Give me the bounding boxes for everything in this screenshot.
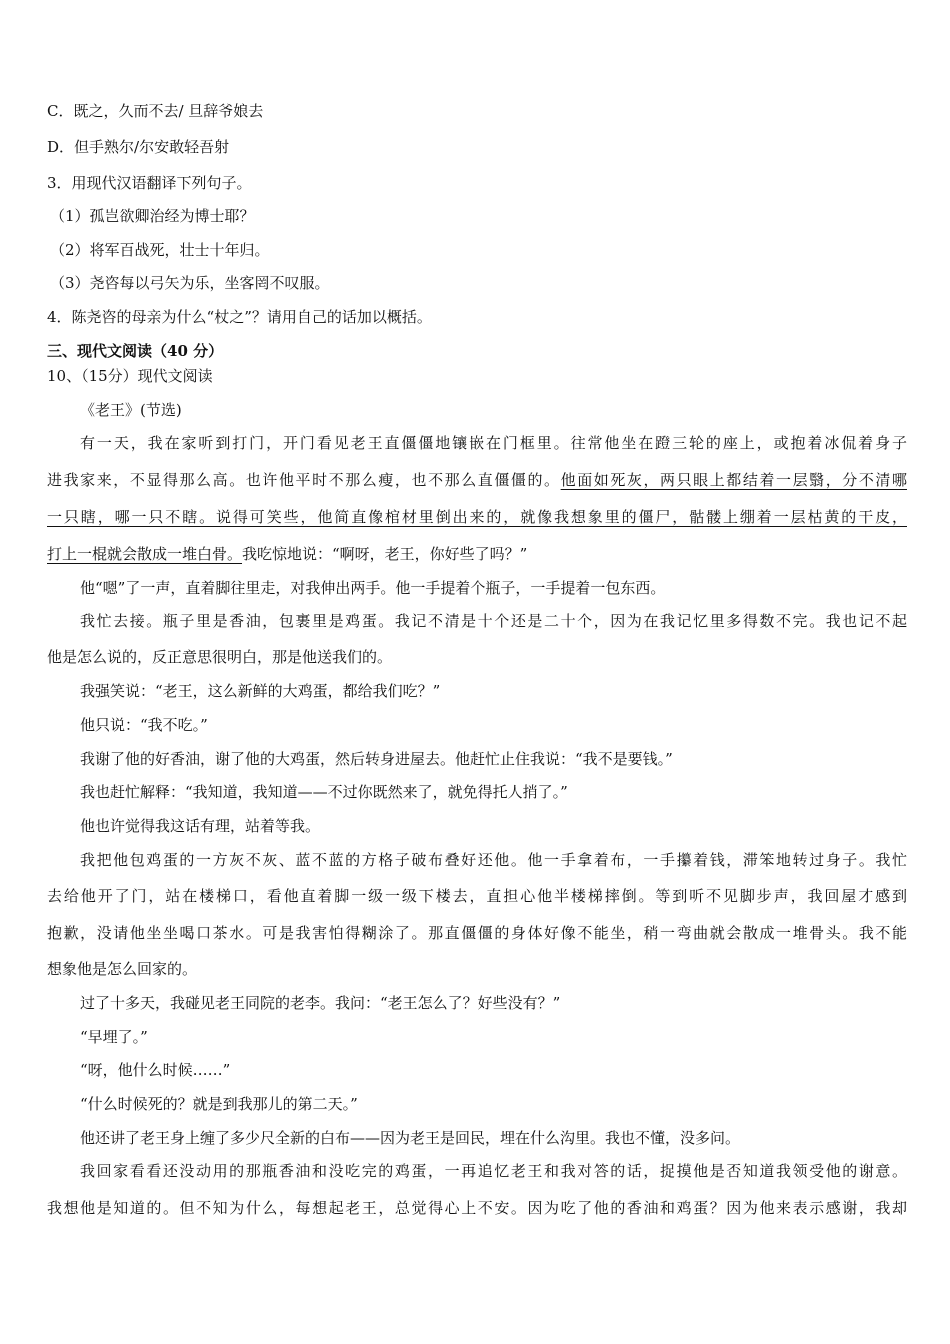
passage-paragraph: 我谢了他的好香油，谢了他的大鸡蛋，然后转身进屋去。他赶忙止住我说：“我不是要钱。” <box>80 750 673 768</box>
passage-text: 我吃惊地说：“啊呀，老王，你好些了吗？” <box>242 545 528 563</box>
passage-title: 《老王》(节选) <box>80 401 182 419</box>
question-4: 4．陈尧咨的母亲为什么“杖之”？请用自己的话加以概括。 <box>47 308 432 326</box>
passage-paragraph: 他只说：“我不吃。” <box>80 716 208 734</box>
passage-paragraph: “呀，他什么时候……” <box>80 1061 231 1079</box>
passage-line: 我把他包鸡蛋的一方灰不灰、蓝不蓝的方格子破布叠好还他。他一手拿着布，一手攥着钱，滞笨地转过身子。我忙 <box>80 851 907 869</box>
question-3-prompt: 3．用现代汉语翻译下列句子。 <box>47 174 252 192</box>
passage-line: 抱歉，没请他坐坐喝口茶水。可是我害怕得糊涂了。那直僵僵的身体好像不能坐，稍一弯曲就会散成一堆骨头。我不能 <box>47 924 907 942</box>
passage-line <box>47 470 907 490</box>
passage-paragraph: “什么时候死的？就是到我那儿的第二天。” <box>80 1095 358 1113</box>
option-c: C．既之，久而不去/ 旦辞爷娘去 <box>47 102 264 120</box>
question-3-item-2: （2）将军百战死，壮士十年归。 <box>50 241 270 259</box>
option-d: D．但手熟尔/尔安敢轻吾射 <box>47 138 230 156</box>
passage-line: 我忙去接。瓶子里是香油，包裹里是鸡蛋。我记不清是十个还是二十个，因为在我记忆里多得数不完。我也记不起 <box>80 612 907 630</box>
passage-line: 他是怎么说的，反正意思很明白，那是他送我们的。 <box>47 648 393 666</box>
passage-line: 想象他是怎么回家的。 <box>47 960 198 978</box>
question-3-item-3: （3）尧咨每以弓矢为乐，坐客罔不叹服。 <box>50 274 330 292</box>
question-10-title: 10、（15分）现代文阅读 <box>47 367 213 385</box>
passage-paragraph: 他也许觉得我这话有理，站着等我。 <box>80 817 321 835</box>
passage-paragraph: 我强笑说：“老王，这么新鲜的大鸡蛋，都给我们吃？” <box>80 682 441 700</box>
underlined-passage-line: 一只瞎，哪一只不瞎。说得可笑些，他简直像棺材里倒出来的，就像我想象里的僵尸，骷髅上绷着一层枯黄的干皮， <box>47 508 907 526</box>
passage-paragraph: 过了十多天，我碰见老王同院的老李。我问：“老王怎么了？好些没有？” <box>80 994 561 1012</box>
passage-paragraph: “早埋了。” <box>80 1028 148 1046</box>
passage-line: 去给他开了门，站在楼梯口，看他直着脚一级一级下楼去，直担心他半楼梯摔倒。等到听不见脚步声，我回屋才感到 <box>47 887 907 905</box>
passage-paragraph: 他“嗯”了一声，直着脚往里走，对我伸出两手。他一手提着个瓶子，一手提着一包东西。 <box>80 579 666 597</box>
question-3-item-1: （1）孤岂欲卿治经为博士耶？ <box>50 207 255 225</box>
passage-line: 我回家看看还没动用的那瓶香油和没吃完的鸡蛋，一再追忆老王和我对答的话，捉摸他是否知道我领受他的谢意。 <box>80 1162 907 1180</box>
passage-line: 我想他是知道的。但不知为什么，每想起老王，总觉得心上不安。因为吃了他的香油和鸡蛋？因为他来表示感谢，我却 <box>47 1199 907 1217</box>
section-heading: 三、现代文阅读（40 分） <box>47 342 224 360</box>
underlined-text: 他面如死灰，两只眼上都结着一层翳，分不清哪 <box>560 471 907 489</box>
passage-line: 有一天，我在家听到打门，开门看见老王直僵僵地镶嵌在门框里。往常他坐在蹬三轮的座上，或抱着冰侃着身子 <box>80 434 907 452</box>
passage-line <box>47 544 907 564</box>
passage-paragraph: 他还讲了老王身上缠了多少尺全新的白布——因为老王是回民，埋在什么沟里。我也不懂，没多问。 <box>80 1129 741 1147</box>
underlined-text: 打上一棍就会散成一堆白骨。 <box>47 545 243 563</box>
passage-paragraph: 我也赶忙解释：“我知道，我知道——不过你既然来了，就免得托人捎了。” <box>80 783 568 801</box>
passage-text: 进我家来，不显得那么高。也许他平时不那么瘦，也不那么直僵僵的。 <box>47 471 561 489</box>
